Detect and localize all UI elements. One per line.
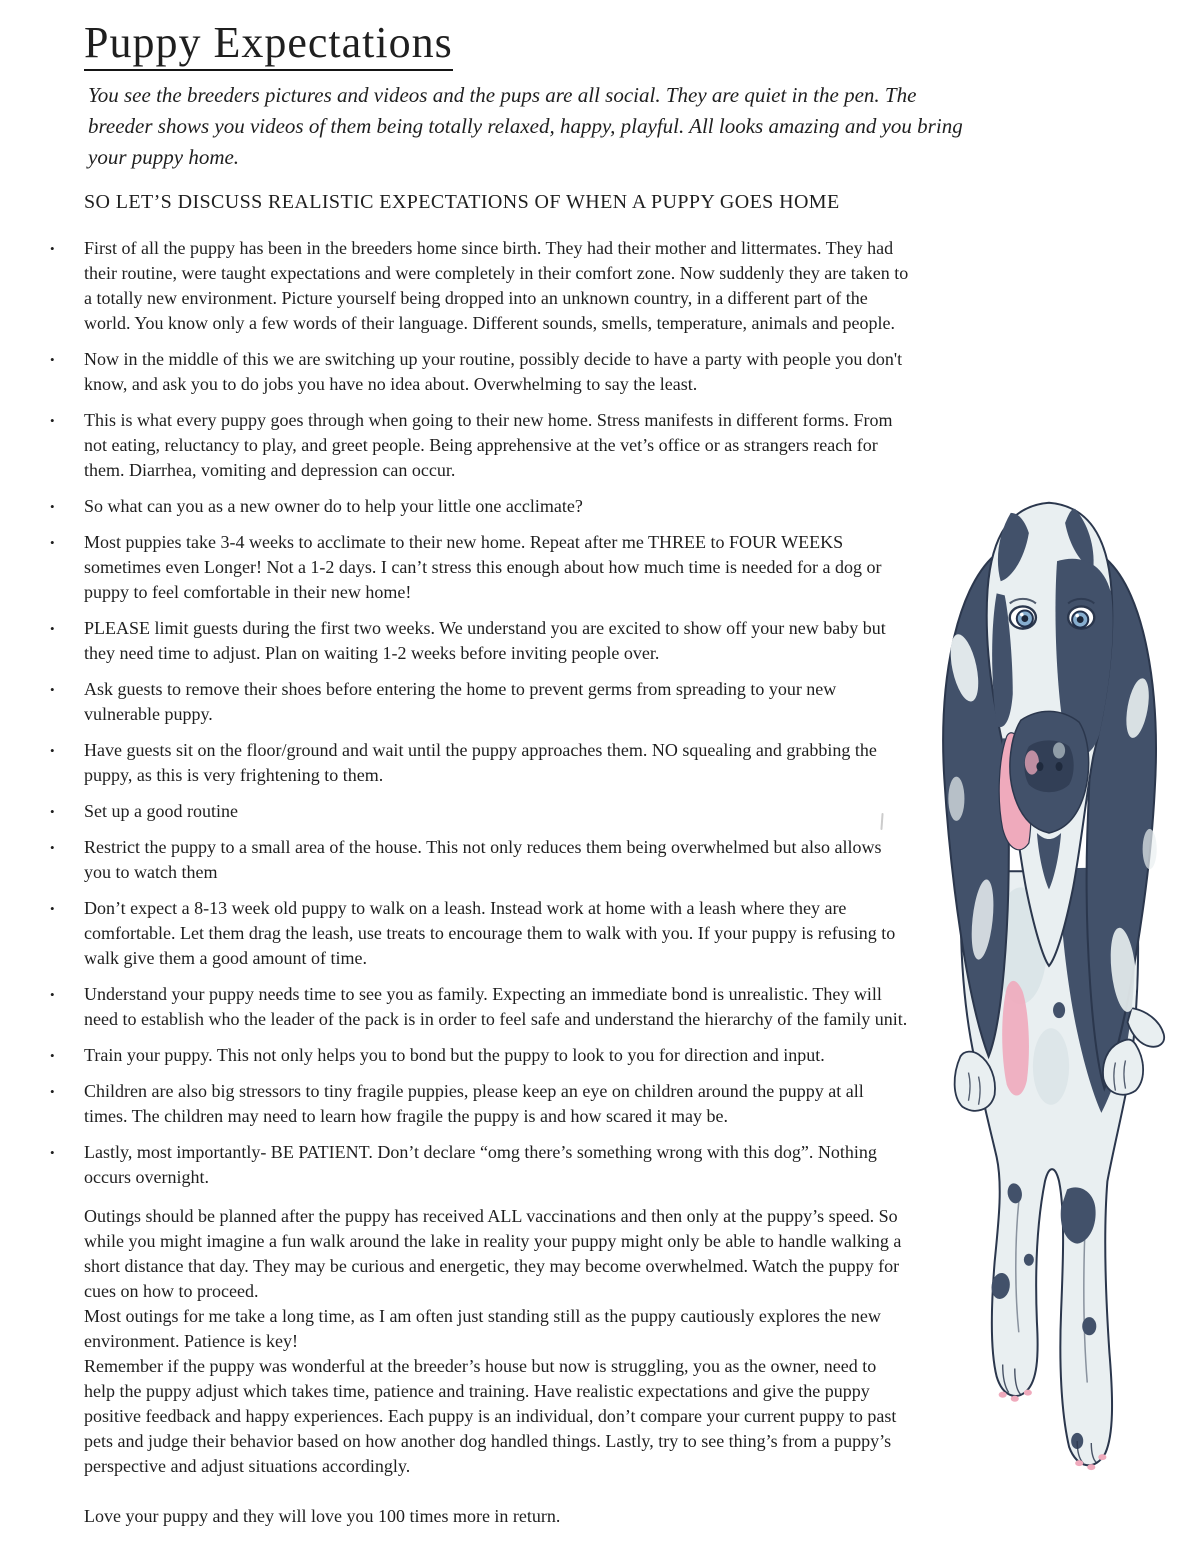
list-item-text: Children are also big stressors to tiny fragile puppies, please keep an eye on children around the puppy at all times. The children may need to learn how fragile the puppy is and how scared it may be.	[84, 1081, 864, 1127]
list-item-text: Set up a good routine	[84, 801, 238, 822]
list-item-text: Train your puppy. This not only helps you to bond but the puppy to look to you for direction and input.	[84, 1045, 825, 1066]
expectations-list	[50, 236, 910, 1190]
list-item	[50, 738, 910, 788]
bullet-icon: •	[50, 804, 55, 820]
list-item	[50, 408, 910, 483]
list-item-text: Ask guests to remove their shoes before entering the home to prevent germs from spreading to your new vulnerable puppy.	[84, 679, 837, 725]
bullet-icon: •	[50, 499, 55, 515]
closing-paragraph: Outings should be planned after the puppy has received ALL vaccinations and then only at the puppy’s speed. So while you might imagine a fun walk around the lake in reality your puppy might only be able to handle walking a short distance that day. They may be curious and energetic, they may become overwhelmed. Watch the puppy for cues on how to proceed.	[84, 1206, 902, 1302]
bullet-icon: •	[50, 743, 55, 759]
bullet-icon: •	[50, 241, 55, 257]
list-item	[50, 677, 910, 727]
page-title: Puppy Expectations	[84, 20, 910, 71]
list-item	[50, 236, 910, 336]
list-item	[50, 616, 910, 666]
bullet-icon: •	[50, 1048, 55, 1064]
list-item-text: Restrict the puppy to a small area of the house. This not only reduces them being overwhelmed but also allows you to watch them	[84, 837, 882, 883]
intro-paragraph: You see the breeders pictures and videos and the pups are all social. They are quiet in the pen. The breeder shows you videos of them being totally relaxed, happy, playful. All looks amazing and you bring your puppy home.	[88, 83, 963, 170]
list-item	[50, 982, 910, 1032]
section-heading: SO LET’S DISCUSS REALISTIC EXPECTATIONS OF WHEN A PUPPY GOES HOME	[84, 191, 840, 214]
puppy-illustration	[898, 496, 1200, 1484]
list-item-text: Most puppies take 3-4 weeks to acclimate to their new home. Repeat after me THREE to FOUR WEEKS sometimes even Longer! Not a 1-2 days. I can’t stress this enough about how much time is needed for a dog or puppy to feel comfortable in their new home!	[84, 532, 882, 603]
bullet-icon: •	[50, 352, 55, 368]
list-item	[50, 799, 910, 824]
closing-section	[84, 1204, 910, 1529]
list-item-text: Don’t expect a 8-13 week old puppy to walk on a leash. Instead work at home with a leash where they are comfortable. Let them drag the leash, use treats to encourage them to walk with you. If your puppy is refusing to walk give them a good amount of time.	[84, 898, 896, 969]
bullet-icon: •	[50, 1145, 55, 1161]
bullet-icon: •	[50, 901, 55, 917]
list-item	[50, 896, 910, 971]
bullet-icon: •	[50, 840, 55, 856]
closing-paragraph: Most outings for me take a long time, as I am often just standing still as the puppy cautiously explores the new environment. Patience is key!	[84, 1306, 881, 1352]
bullet-icon: •	[50, 621, 55, 637]
list-item-text: First of all the puppy has been in the breeders home since birth. They had their mother and littermates. They had their routine, were taught expectations and were completely in their comfort zone. Now suddenly they are taken to a totally new environment. Picture yourself being dropped into an unknown country, in a different part of the world. You know only a few words of their language. Different sounds, smells, temperature, animals and people.	[84, 238, 909, 334]
list-item-text: PLEASE limit guests during the first two weeks. We understand you are excited to show off your new baby but they need time to adjust. Plan on waiting 1-2 weeks before inviting people over.	[84, 618, 886, 664]
bullet-icon: •	[50, 1084, 55, 1100]
list-item-text: Have guests sit on the floor/ground and wait until the puppy approaches them. NO squealing and grabbing the puppy, as this is very frightening to them.	[84, 740, 877, 786]
closing-paragraph: Remember if the puppy was wonderful at the breeder’s house but now is struggling, you as the owner, need to help the puppy adjust which takes time, patience and training. Have realistic expectations and give the puppy positive feedback and happy experiences. Each puppy is an individual, don’t compare your current puppy to past pets and judge their behavior based on how another dog handled things. Lastly, try to see thing’s from a puppy’s perspective and adjust situations accordingly.	[84, 1356, 897, 1477]
list-item-text: Understand your puppy needs time to see you as family. Expecting an immediate bond is unrealistic. They will need to establish who the leader of the pack is in order to feel safe and understand the hierarchy of the family unit.	[84, 984, 908, 1030]
list-item	[50, 1043, 910, 1068]
list-item	[50, 1140, 910, 1190]
closing-line: Love your puppy and they will love you 100 times more in return.	[84, 1506, 561, 1527]
list-item	[50, 835, 910, 885]
list-item	[50, 347, 910, 397]
bullet-icon: •	[50, 987, 55, 1003]
great-dane-icon	[898, 496, 1200, 1484]
bullet-icon: •	[50, 413, 55, 429]
list-item	[50, 530, 910, 605]
document-content	[50, 18, 963, 1529]
bullet-icon: •	[50, 682, 55, 698]
list-item	[50, 494, 910, 519]
list-item-text: Now in the middle of this we are switching up your routine, possibly decide to have a party with people you don't know, and ask you to do jobs you have no idea about. Overwhelming to say the least.	[84, 349, 903, 395]
list-item-text: Lastly, most importantly- BE PATIENT. Don’t declare “omg there’s something wrong with this dog”. Nothing occurs overnight.	[84, 1142, 877, 1188]
list-item-text: This is what every puppy goes through when going to their new home. Stress manifests in different forms. From not eating, reluctancy to play, and greet people. Being apprehensive at the vet’s office or as strangers reach for them. Diarrhea, vomiting and depression can occur.	[84, 410, 893, 481]
bullet-icon: •	[50, 535, 55, 551]
list-item-text: So what can you as a new owner do to help your little one acclimate?	[84, 496, 583, 517]
list-item	[50, 1079, 910, 1129]
